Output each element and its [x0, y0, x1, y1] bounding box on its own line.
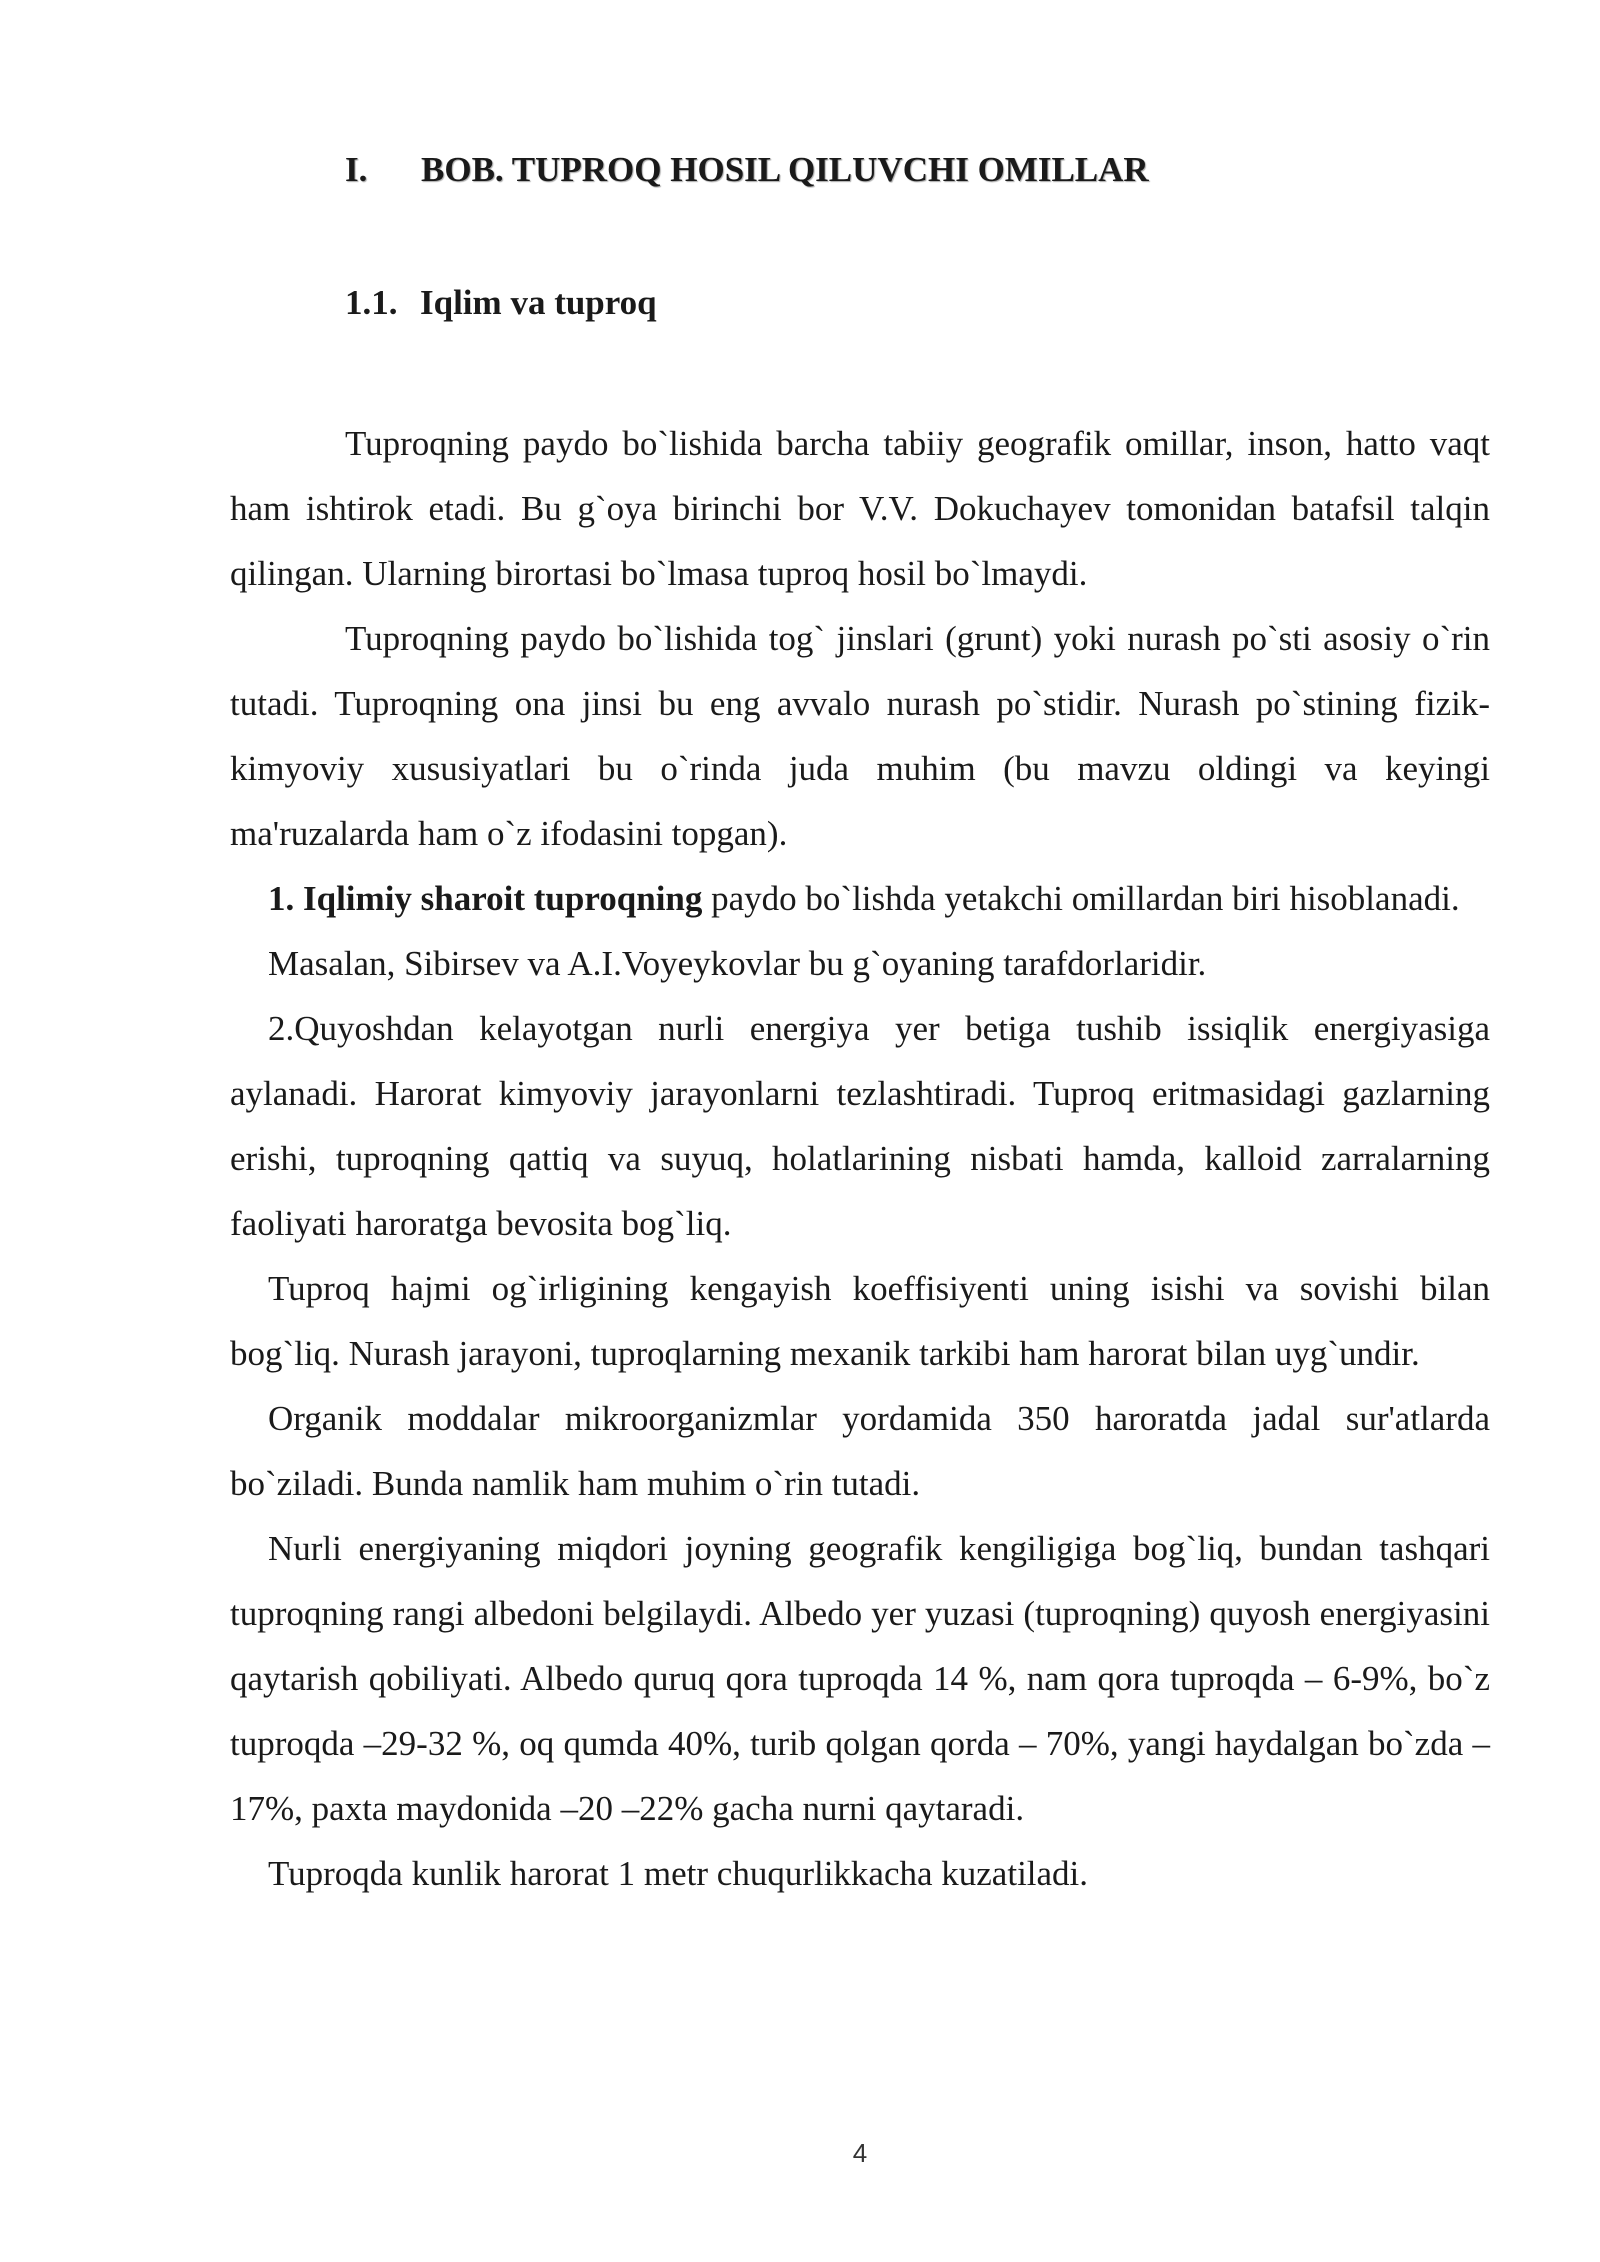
- paragraph-9: Tuproqda kunlik harorat 1 metr chuqurlikkacha kuzatiladi.: [268, 1854, 1089, 1893]
- page-number: 4: [852, 2138, 868, 2168]
- paragraph-1: Tuproqning paydo bo`lishida barcha tabiiy geografik omillar, inson, hatto vaqt ham ishtirok etadi. Bu g`oya birinchi bor V.V. Dokuchayev tomonidan batafsil talqin qilingan. Ularning birortasi bo`lmasa tuproq hosil bo`lmaydi.: [230, 424, 1490, 593]
- paragraph-8: Nurli energiyaning miqdori joyning geografik kengiligiga bog`liq, bundan tashqari tuproqning rangi albedoni belgilaydi. Albedo yer yuzasi (tuproqning) quyosh energiyasini qaytarish qobiliyati. Albedo quruq qora tuproqda 14 %, nam qora tuproqda – 6-9%, bo`z tuproqda –29-32 %, oq qumda 40%, turib qolgan qorda – 70%, yangi haydalgan bo`zda –17%, paxta maydonida –20 –22% gacha nurni qaytaradi.: [230, 1529, 1490, 1828]
- paragraph-5: 2.Quyoshdan kelayotgan nurli energiya yer betiga tushib issiqlik energiyasiga aylanadi. Harorat kimyoviy jarayonlarni tezlashtiradi. Tuproq eritmasidagi gazlarning erishi, tuproqning qattiq va suyuq, holatlarining nisbati hamda, kalloid zarralarning faoliyati haroratga bevosita bog`liq.: [230, 1009, 1490, 1243]
- paragraph-3: [230, 866, 1490, 931]
- body-text: [230, 411, 1490, 1906]
- section-title: Iqlim va tuproq: [420, 283, 657, 322]
- section-heading: [345, 283, 657, 323]
- paragraph-6: Tuproq hajmi og`irligining kengayish koeffisiyenti uning isishi va sovishi bilan bog`liq. Nurash jarayoni, tuproqlarning mexanik tarkibi ham harorat bilan uyg`undir.: [230, 1269, 1490, 1373]
- chapter-heading: [345, 150, 1149, 190]
- chapter-number: I.: [345, 150, 368, 189]
- paragraph-3-rest: paydo bo`lishda yetakchi omillardan biri hisoblanadi.: [702, 879, 1460, 918]
- paragraph-2: Tuproqning paydo bo`lishida tog` jinslari (grunt) yoki nurash po`sti asosiy o`rin tutadi. Tuproqning ona jinsi bu eng avvalo nurash po`stidir. Nurash po`stining fizik-kimyoviy xususiyatlari bu o`rinda juda muhim (bu mavzu oldingi va keyingi ma'ruzalarda ham o`z ifodasini topgan).: [230, 619, 1490, 853]
- chapter-title: BOB. TUPROQ HOSIL QILUVCHI OMILLAR: [421, 150, 1149, 189]
- paragraph-4: Masalan, Sibirsev va A.I.Voyeykovlar bu g`oyaning tarafdorlaridir.: [268, 944, 1207, 983]
- paragraph-7: Organik moddalar mikroorganizmlar yordamida 350 haroratda jadal sur'atlarda bo`ziladi. Bunda namlik ham muhim o`rin tutadi.: [230, 1399, 1490, 1503]
- section-number: 1.1.: [345, 283, 398, 322]
- paragraph-3-bold: 1. Iqlimiy sharoit tuproqning: [268, 879, 703, 918]
